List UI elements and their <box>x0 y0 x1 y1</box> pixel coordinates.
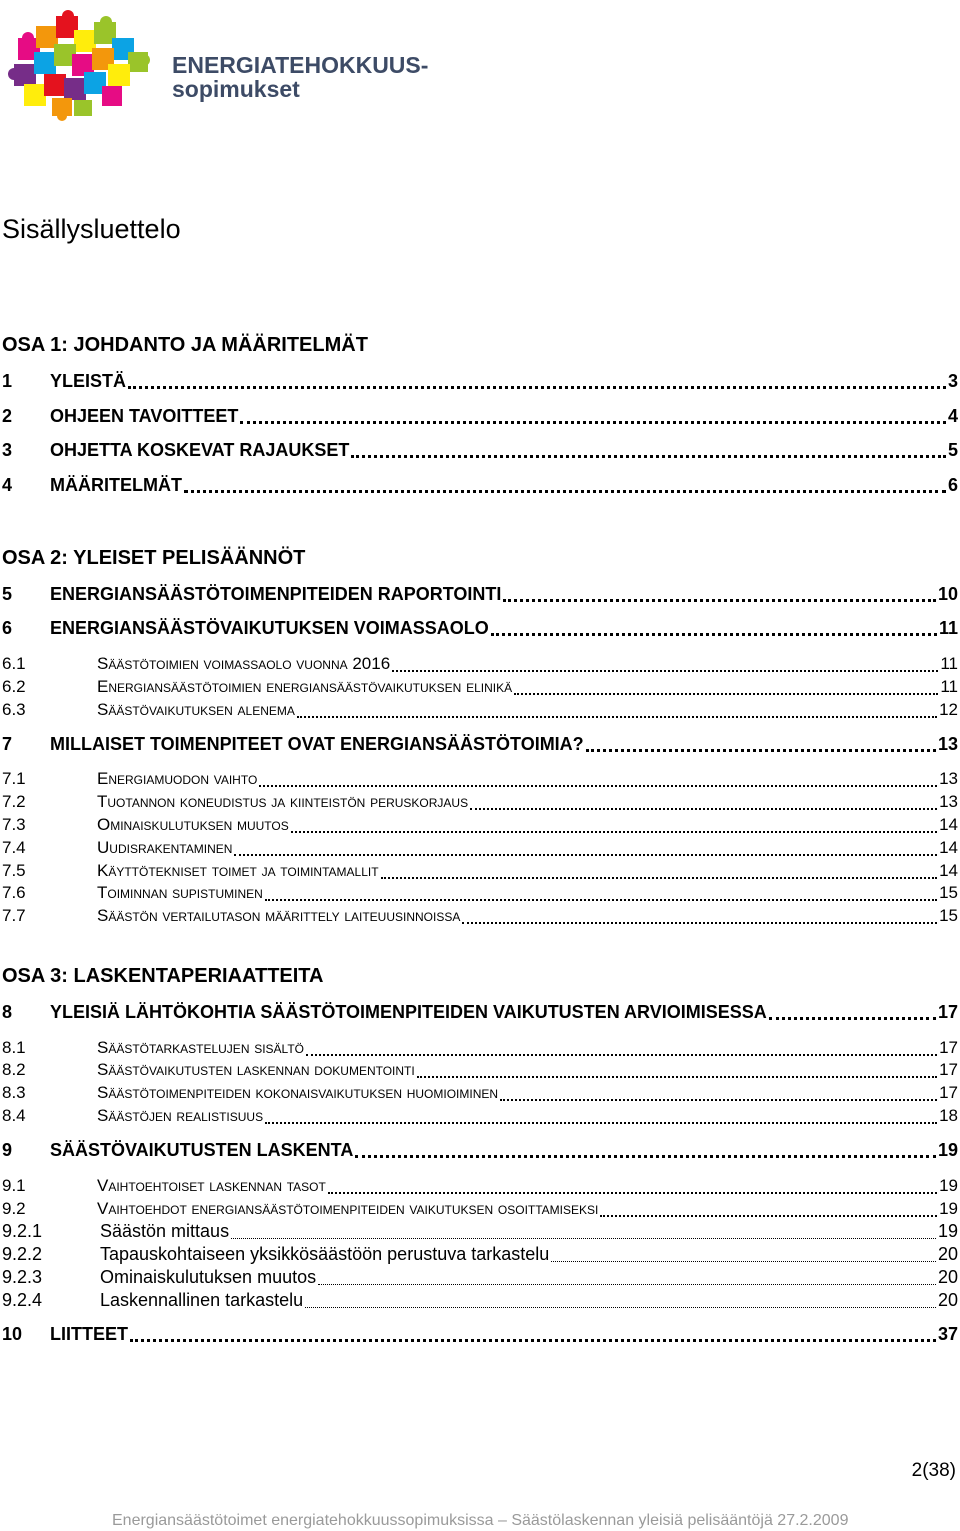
toc-entry[interactable] <box>2 1176 958 1198</box>
toc-entry-label: Säästötoimenpiteiden kokonaisvaikutuksen huomioiminen <box>97 1083 499 1102</box>
toc-leader-dots <box>417 1076 937 1078</box>
toc-entry[interactable] <box>2 1038 958 1060</box>
toc-entry-page: 14 <box>939 838 958 857</box>
toc-entry-label: ENERGIANSÄÄSTÖTOIMENPITEIDEN RAPORTOINTI <box>50 584 502 604</box>
toc-entry-number: 8 <box>2 1002 13 1022</box>
toc-entry-label: Tapauskohtaiseen yksikkösäästöön perustuva tarkastelu <box>100 1244 550 1264</box>
toc-entry[interactable] <box>2 1083 958 1105</box>
toc-entry-page: 19 <box>939 1176 958 1195</box>
toc-entry-number: 7.6 <box>2 883 26 902</box>
toc-leader-dots <box>381 877 938 879</box>
toc-entry-label: Tuotannon koneudistus ja kiinteistön peruskorjaus <box>97 792 469 811</box>
toc-entry-number: 8.2 <box>2 1060 26 1079</box>
toc-leader-dots <box>769 1017 936 1020</box>
toc-entry-number: 6.2 <box>2 677 26 696</box>
toc-entry-number: 7.4 <box>2 838 26 857</box>
toc-leader-dots <box>462 922 937 924</box>
toc-entry-label: Ominaiskulutuksen muutos <box>100 1267 317 1287</box>
toc-entry-page: 15 <box>939 883 958 902</box>
toc-entry-page: 11 <box>940 654 958 673</box>
toc-entry[interactable] <box>2 677 958 699</box>
toc-entry[interactable] <box>2 1244 958 1266</box>
toc-entry-label: Säästötarkastelujen sisältö <box>97 1038 304 1057</box>
toc-entry-label: Käyttötekniset toimet ja toimintamallit <box>97 861 379 880</box>
toc-entry[interactable] <box>2 792 958 814</box>
toc-entry-number: 7.2 <box>2 792 26 811</box>
toc-entry-label: YLEISIÄ LÄHTÖKOHTIA SÄÄSTÖTOIMENPITEIDEN VAIKUTUSTEN ARVIOIMISESSA <box>50 1002 767 1022</box>
toc-entry-page: 11 <box>938 618 958 638</box>
page-title: Sisällysluettelo <box>2 214 181 244</box>
toc-entry-label: OHJEEN TAVOITTEET <box>50 406 239 426</box>
toc-leader-dots <box>503 599 936 602</box>
toc-entry-page: 14 <box>939 861 958 880</box>
toc-entry-label: LIITTEET <box>50 1324 128 1344</box>
toc-entry-page: 10 <box>937 584 958 604</box>
toc-leader-dots <box>297 716 937 718</box>
logo-text-line2: sopimukset <box>172 76 300 102</box>
energiatehokkuus-logo <box>8 8 429 123</box>
toc-leader-dots <box>392 670 938 672</box>
part-3-heading: OSA 3: LASKENTAPERIAATTEITA <box>2 965 324 987</box>
toc-entry-number: 9.2.1 <box>2 1221 43 1241</box>
toc-entry[interactable] <box>2 861 958 883</box>
toc-entry-label: Säästövaikutusten laskennan dokumentointi <box>97 1060 415 1079</box>
toc-entry[interactable] <box>2 883 958 905</box>
toc-entry-label: Vaihtoehtoiset laskennan tasot <box>97 1176 326 1195</box>
toc-entry-label: SÄÄSTÖVAIKUTUSTEN LASKENTA <box>50 1140 354 1160</box>
toc-entry[interactable] <box>2 700 958 722</box>
toc-entry-number: 7 <box>2 734 13 754</box>
toc-leader-dots <box>500 1099 937 1101</box>
toc-leader-dots <box>234 854 937 856</box>
toc-leader-dots <box>231 1238 936 1239</box>
toc-entry[interactable] <box>2 838 958 860</box>
toc-entry-number: 8.3 <box>2 1083 26 1102</box>
toc-entry-number: 5 <box>2 584 13 604</box>
toc-entry-label: Laskennallinen tarkastelu <box>100 1290 304 1310</box>
toc-leader-dots <box>259 785 937 787</box>
toc-entry-label: OHJETTA KOSKEVAT RAJAUKSET <box>50 440 350 460</box>
toc-entry-label: MÄÄRITELMÄT <box>50 475 182 495</box>
toc-entry-page: 3 <box>947 371 958 391</box>
toc-entry-page: 19 <box>937 1140 958 1160</box>
toc-entry-label: MILLAISET TOIMENPITEET OVAT ENERGIANSÄÄSTÖTOIMIA? <box>50 734 584 754</box>
toc-entry[interactable] <box>2 371 958 393</box>
toc-entry-page: 14 <box>939 815 958 834</box>
toc-leader-dots <box>491 633 937 636</box>
toc-leader-dots <box>128 386 946 389</box>
toc-leader-dots <box>265 1122 937 1124</box>
toc-entry-page: 20 <box>937 1290 958 1310</box>
toc-entry[interactable] <box>2 654 958 676</box>
toc-entry[interactable] <box>2 1002 958 1024</box>
toc-entry-page: 17 <box>939 1038 958 1057</box>
toc-entry-number: 7.1 <box>2 769 26 788</box>
toc-entry[interactable] <box>2 440 958 462</box>
toc-entry-page: 17 <box>939 1060 958 1079</box>
toc-entry-label: Säästövaikutuksen alenema <box>97 700 295 719</box>
toc-entry[interactable] <box>2 906 958 928</box>
toc-entry-number: 8.1 <box>2 1038 26 1057</box>
toc-entry[interactable] <box>2 1060 958 1082</box>
toc-entry-number: 9.2.4 <box>2 1290 43 1310</box>
toc-entry-number: 6.1 <box>2 654 26 673</box>
toc-entry-number: 7.7 <box>2 906 26 925</box>
toc-entry[interactable] <box>2 1221 958 1243</box>
toc-entry-number: 9.2.3 <box>2 1267 43 1287</box>
toc-entry[interactable] <box>2 406 958 428</box>
toc-entry[interactable] <box>2 734 958 756</box>
toc-entry-number: 8.4 <box>2 1106 26 1125</box>
toc-entry-label: Säästöjen realistisuus <box>97 1106 264 1125</box>
toc-leader-dots <box>514 693 938 695</box>
toc-entry-label: Energiamuodon vaihto <box>97 769 258 788</box>
toc-leader-dots <box>551 1261 936 1262</box>
toc-entry[interactable] <box>2 1290 958 1312</box>
toc-entry-page: 13 <box>939 792 958 811</box>
page-number: 2(38) <box>911 1460 956 1481</box>
puzzle-logo-icon <box>8 8 168 123</box>
toc-leader-dots <box>184 490 946 493</box>
toc-leader-dots <box>265 899 937 901</box>
toc-entry-page: 12 <box>939 700 958 719</box>
toc-entry-number: 9.2 <box>2 1199 26 1218</box>
toc-entry-number: 7.5 <box>2 861 26 880</box>
toc-entry-label: Säästötoimien voimassaolo vuonna 2016 <box>97 654 391 673</box>
toc-leader-dots <box>586 749 936 752</box>
toc-entry-label: YLEISTÄ <box>50 371 127 391</box>
toc-entry[interactable] <box>2 618 958 640</box>
toc-entry[interactable] <box>2 1199 958 1221</box>
toc-entry-page: 37 <box>937 1324 958 1344</box>
toc-entry-label: Uudisrakentaminen <box>97 838 233 857</box>
toc-entry-number: 9 <box>2 1140 13 1160</box>
toc-entry[interactable] <box>2 1106 958 1128</box>
toc-entry-number: 2 <box>2 406 13 426</box>
toc-entry-page: 13 <box>937 734 958 754</box>
toc-leader-dots <box>306 1054 937 1056</box>
toc-entry-page: 11 <box>940 677 958 696</box>
toc-entry-page: 19 <box>937 1221 958 1241</box>
toc-entry-number: 9.2.2 <box>2 1244 43 1264</box>
toc-entry-page: 20 <box>937 1267 958 1287</box>
toc-entry[interactable] <box>2 769 958 791</box>
toc-leader-dots <box>328 1192 937 1194</box>
toc-entry-label: Toiminnan supistuminen <box>97 883 263 902</box>
toc-leader-dots <box>351 455 946 458</box>
toc-entry-page: 15 <box>939 906 958 925</box>
toc-entry-label: Vaihtoehdot energiansäästötoimenpiteiden vaikutuksen osoittamiseksi <box>97 1199 599 1218</box>
toc-entry-number: 9.1 <box>2 1176 26 1195</box>
toc-entry[interactable] <box>2 1324 958 1346</box>
toc-entry-number: 4 <box>2 475 13 495</box>
toc-entry-page: 6 <box>947 475 958 495</box>
toc-entry[interactable] <box>2 584 958 606</box>
toc-entry-number: 6.3 <box>2 700 26 719</box>
toc-entry-page: 17 <box>939 1083 958 1102</box>
toc-entry-number: 1 <box>2 371 13 391</box>
toc-entry[interactable] <box>2 815 958 837</box>
toc-entry-page: 5 <box>947 440 958 460</box>
page-footer: Energiansäästötoimet energiatehokkuussopimuksissa – Säästölaskennan yleisiä pelisääntöjä 27.2.2009 <box>112 1512 849 1529</box>
toc-entry-label: Säästön vertailutason määrittely laiteuusinnoissa <box>97 906 461 925</box>
toc-entry-number: 10 <box>2 1324 23 1344</box>
toc-leader-dots <box>600 1215 937 1217</box>
toc-entry-label: ENERGIANSÄÄSTÖVAIKUTUKSEN VOIMASSAOLO <box>50 618 489 638</box>
part-2-heading: OSA 2: YLEISET PELISÄÄNNÖT <box>2 547 306 569</box>
toc-entry-page: 17 <box>937 1002 958 1022</box>
toc-entry-page: 20 <box>937 1244 958 1264</box>
toc-leader-dots <box>291 831 937 833</box>
toc-entry[interactable] <box>2 475 958 497</box>
toc-entry[interactable] <box>2 1140 958 1162</box>
toc-entry-page: 19 <box>939 1199 958 1218</box>
toc-leader-dots <box>305 1307 936 1308</box>
toc-entry-number: 6 <box>2 618 13 638</box>
toc-entry-page: 13 <box>939 769 958 788</box>
toc-leader-dots <box>318 1284 936 1285</box>
toc-entry-page: 18 <box>939 1106 958 1125</box>
toc-entry-label: Energiansäästötoimien energiansäästövaikutuksen elinikä <box>97 677 513 696</box>
toc-leader-dots <box>470 808 937 810</box>
toc-entry-page: 4 <box>947 406 958 426</box>
toc-leader-dots <box>240 421 946 424</box>
part-1-heading: OSA 1: JOHDANTO JA MÄÄRITELMÄT <box>2 334 368 356</box>
toc-entry-number: 7.3 <box>2 815 26 834</box>
toc-leader-dots <box>355 1155 936 1158</box>
logo-text-line1: ENERGIATEHOKKUUS- <box>172 52 429 78</box>
toc-entry-number: 3 <box>2 440 13 460</box>
toc-leader-dots <box>130 1339 936 1342</box>
toc-entry[interactable] <box>2 1267 958 1289</box>
toc-entry-label: Ominaiskulutuksen muutos <box>97 815 289 834</box>
toc-entry-label: Säästön mittaus <box>100 1221 230 1241</box>
